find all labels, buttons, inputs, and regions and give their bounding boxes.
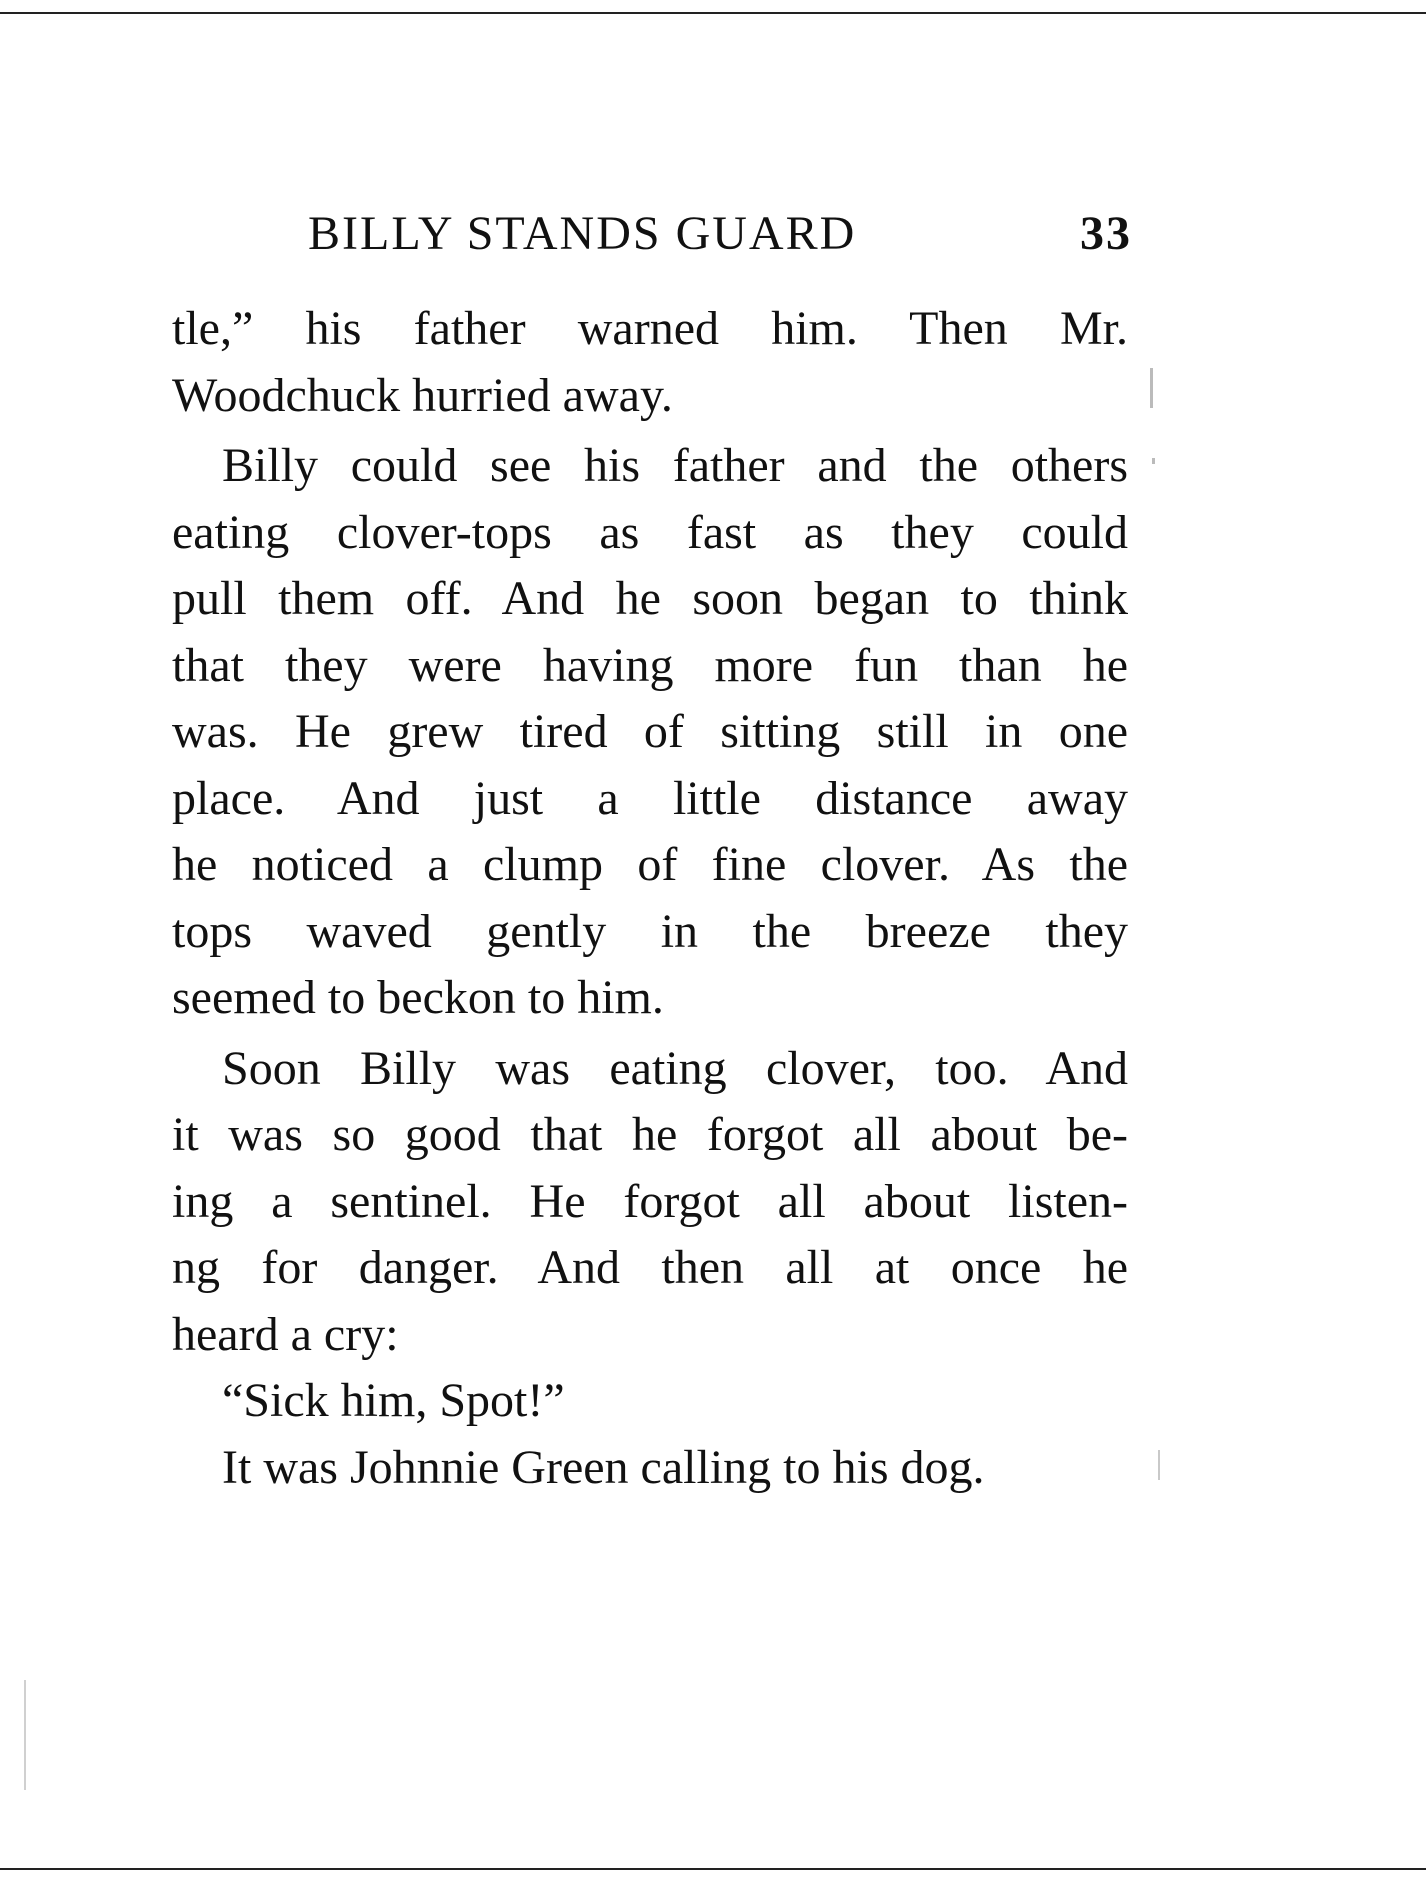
paragraph [172,1435,1128,1502]
text-line: Woodchuck hurried away. [172,368,673,422]
chapter-title: BILLY STANDS GUARD [308,207,857,260]
text-line: pull them off. And he soon began to think [172,572,1128,625]
scan-artifact [1158,1450,1160,1480]
scan-artifact [1152,458,1155,464]
text-line: place. And just a little distance away [172,771,1128,825]
text-line: Soon Billy was eating clover, too. And [222,1041,1128,1095]
text-line: tle,” his father warned him. Then Mr. [172,302,1128,355]
text-line: heard a cry: [172,1307,399,1361]
text-line: “Sick him, Spot!” [222,1374,565,1427]
text-line: ing a sentinel. He forgot all about listen- [172,1174,1128,1228]
paragraph [172,296,1128,429]
text-line: was. He grew tired of sitting still in one [172,705,1128,758]
scan-artifact [1150,368,1153,408]
paragraph [172,433,1128,1032]
page-number: 33 [1080,207,1132,260]
text-line: tops waved gently in the breeze they [172,904,1128,958]
text-line: seemed to beckon to him. [172,971,664,1024]
paragraph [172,1036,1128,1369]
text-line: that they were having more fun than he [172,638,1128,692]
text-line: ng for danger. And then all at once he [172,1241,1128,1294]
top-border-line [0,12,1426,14]
text-line: it was so good that he forgot all about be- [172,1108,1128,1161]
scan-artifact [24,1680,26,1790]
bottom-border-line [0,1868,1426,1870]
page-body-text [172,296,1128,1501]
running-header [308,206,1132,266]
text-line: Billy could see his father and the others [222,439,1128,492]
paragraph [172,1368,1128,1435]
text-line: eating clover-tops as fast as they could [172,505,1128,559]
text-line: he noticed a clump of fine clover. As the [172,838,1128,891]
text-line: It was Johnnie Green calling to his dog. [222,1440,985,1494]
